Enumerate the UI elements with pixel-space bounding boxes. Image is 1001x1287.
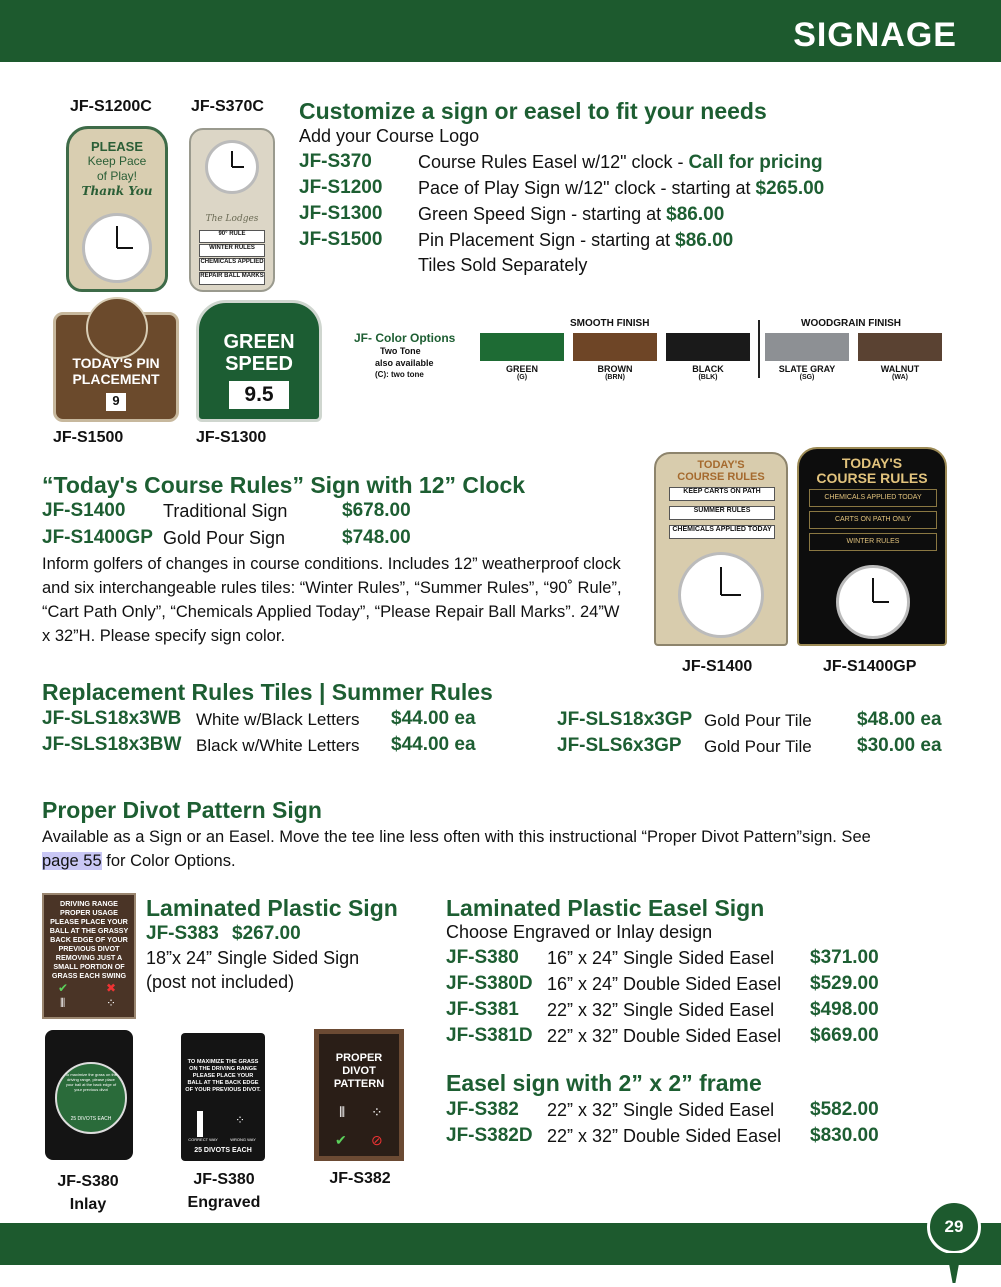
item-price: $44.00 ea: [391, 708, 476, 729]
item-price: $529.00: [810, 973, 879, 994]
swatch-label: BROWN (BRN): [597, 364, 633, 381]
frame-easel-text: PROPER: [335, 1052, 383, 1064]
rule-tile: REPAIR BALL MARKS: [199, 272, 265, 285]
item-price: $748.00: [342, 527, 411, 548]
scattered-divots-icon: ⁘: [106, 996, 117, 1010]
clock-icon: [836, 565, 910, 639]
range-sign-text: DRIVING RANGE PROPER USAGE PLEASE PLACE YOUR BALL AT THE GRASSY BACK EDGE OF YOUR PREVIOUS DIVOT REMOVING JUST A SMALL PORTION OF GRASS EACH SWING: [49, 899, 129, 980]
frame-easel-text: PATTERN: [333, 1078, 385, 1090]
sign-title: TODAY'S: [697, 459, 745, 471]
wrong-pattern-icon: ⁘: [235, 1113, 246, 1127]
check-icon: ✔: [335, 1132, 347, 1148]
swatch-label: BLACK (BLK): [692, 364, 724, 381]
item-code: JF-S382D: [446, 1125, 533, 1146]
rule-tile: CARTS ON PATH ONLY: [809, 511, 937, 529]
customize-item-row: [418, 152, 823, 174]
item-price: $371.00: [810, 947, 879, 968]
item-price: $30.00 ea: [857, 735, 942, 756]
item-name: White w/Black Letters: [196, 710, 360, 729]
sign-title: COURSE RULES: [816, 470, 928, 486]
swatch-label: WALNUT (WA): [880, 364, 920, 381]
img-label-s1500: JF-S1500: [53, 429, 124, 446]
swatch-green: [480, 333, 564, 361]
golf-ball-icon: [927, 1200, 981, 1254]
item-price: $267.00: [232, 923, 301, 944]
frame-easel-image: [314, 1029, 404, 1161]
green-speed-number: 9.5: [229, 381, 289, 409]
sign-todays-pin: TODAY'S PIN: [72, 355, 160, 371]
sign-speed: SPEED: [225, 353, 293, 375]
item-price: $678.00: [342, 500, 411, 521]
item-price: $498.00: [810, 999, 879, 1020]
item-code: JF-S381D: [446, 1025, 533, 1046]
item-code: JF-S380D: [446, 973, 533, 994]
frame-easel-heading: Easel sign with 2” x 2” frame: [446, 1070, 762, 1096]
img-label-s380-inlay: JF-S380 Inlay: [57, 1173, 119, 1213]
smooth-finish-label: SMOOTH FINISH: [570, 318, 650, 329]
item-name: Gold Pour Tile: [704, 711, 812, 730]
tiles-note: Tiles Sold Separately: [418, 255, 588, 275]
item-desc: Green Speed Sign - starting at: [418, 204, 667, 224]
item-name: Traditional Sign: [163, 501, 288, 521]
inlay-green-circle: [55, 1062, 127, 1134]
sign-please: PLEASE: [90, 139, 143, 154]
pin-placement-sign-image: [53, 312, 179, 422]
golf-tee-icon: [947, 1253, 961, 1283]
inlay-bottom-text: 25 DIVOTS EACH: [70, 1116, 112, 1122]
cross-icon: ✖: [106, 981, 117, 995]
clock-icon: [678, 552, 764, 638]
item-code: JF-S1200: [299, 177, 383, 198]
img-label-s1200c: JF-S1200C: [70, 98, 152, 115]
swatch-label: GREEN (G): [505, 364, 538, 381]
section-title: SIGNAGE: [793, 16, 957, 54]
item-price: Call for pricing: [688, 152, 823, 173]
course-rules-easel-image: [189, 128, 275, 292]
img-label-s382: JF-S382: [329, 1170, 391, 1187]
divot-desc-rest: for Color Options.: [101, 852, 236, 870]
item-desc: 16” x 24” Double Sided Easel: [547, 974, 782, 994]
item-desc: Pace of Play Sign w/12" clock - starting at: [418, 178, 756, 198]
rule-tile: KEEP CARTS ON PATH: [669, 487, 775, 501]
wrong-way-text: WRONG WAY: [230, 1137, 256, 1142]
sign-title: TODAY'S: [841, 455, 903, 471]
page-number: 29: [944, 1217, 964, 1236]
clock-icon: [82, 213, 152, 283]
img-label-s1300: JF-S1300: [196, 429, 267, 446]
item-code: JF-SLS18x3GP: [557, 709, 693, 730]
color-options-sub: (C): two tone: [375, 370, 424, 379]
item-code: JF-S381: [446, 999, 519, 1020]
rule-tile: CHEMICALS APPLIED TODAY: [669, 525, 775, 539]
item-desc: 16” x 24” Single Sided Easel: [547, 948, 775, 968]
item-price: $48.00 ea: [857, 709, 942, 730]
finish-divider: [758, 320, 760, 378]
sign-green: GREEN: [223, 331, 295, 353]
divot-desc-line: Available as a Sign or an Easel. Move the tee line less often with this instructional “Proper Divot Pattern”sign. See: [42, 828, 871, 846]
rule-tile: CHEMICALS APPLIED: [199, 258, 265, 271]
swatch-slate-gray: [765, 333, 849, 361]
customize-item-row: [418, 204, 724, 226]
swatch-walnut: [858, 333, 942, 361]
customize-subheading: Add your Course Logo: [299, 126, 480, 146]
engraved-easel-image: [181, 1033, 265, 1161]
item-desc: 22” x 32” Double Sided Easel: [547, 1026, 782, 1046]
color-options-sub: also available: [375, 358, 434, 368]
item-code: JF-S382: [446, 1099, 519, 1120]
laminated-size: 18”x 24” Single Sided Sign: [146, 948, 360, 968]
customize-heading: Customize a sign or easel to fit your needs: [299, 98, 767, 124]
item-name: Gold Pour Sign: [163, 528, 286, 548]
item-desc: Course Rules Easel w/12" clock -: [418, 152, 689, 172]
engraved-top-text: TO MAXIMIZE THE GRASS ON THE DRIVING RANGE PLEASE PLACE YOUR BALL AT THE BACK EDGE OF YOUR PREVIOUS DIVOT.: [185, 1059, 261, 1093]
item-desc: 22” x 32” Double Sided Easel: [547, 1126, 782, 1146]
clock-icon: [205, 140, 259, 194]
engraved-bottom-text: 25 DIVOTS EACH: [194, 1147, 252, 1154]
laminated-sign-heading: Laminated Plastic Sign: [146, 895, 398, 921]
frame-easel-text: DIVOT: [342, 1065, 376, 1077]
item-price: $265.00: [755, 178, 825, 199]
item-code: JF-SLS6x3GP: [557, 735, 682, 756]
inlay-easel-image: [45, 1030, 133, 1160]
correct-way-text: CORRECT WAY: [188, 1137, 218, 1142]
item-code: JF-S383: [146, 923, 219, 944]
item-code: JF-SLS18x3BW: [42, 734, 182, 755]
pin-number: 9: [106, 393, 126, 411]
item-desc: Pin Placement Sign - starting at: [418, 230, 676, 250]
laminated-note: (post not included): [146, 972, 295, 992]
rule-tile: SUMMER RULES: [669, 506, 775, 520]
item-code: JF-S1300: [299, 203, 383, 224]
item-price: $86.00: [666, 204, 725, 225]
item-name: Gold Pour Tile: [704, 737, 812, 756]
img-label-s370c: JF-S370C: [191, 98, 264, 115]
sign-thank-you: Thank You: [81, 184, 153, 198]
sign-brand: The Lodges: [205, 214, 259, 224]
sign-title: COURSE RULES: [677, 471, 765, 483]
green-speed-sign-image: [196, 300, 322, 422]
sign-keep-pace: Keep Pace: [87, 154, 147, 168]
swatch-black: [666, 333, 750, 361]
img-label-s1400gp: JF-S1400GP: [823, 658, 917, 675]
sign-placement: PLACEMENT: [72, 371, 160, 387]
prohibited-icon: ⊘: [371, 1132, 383, 1148]
color-options-title: JF- Color Options: [354, 331, 456, 345]
sign-of-play: of Play!: [96, 169, 138, 183]
divot-pattern-icon: ⦀: [339, 1104, 346, 1120]
divot-heading: Proper Divot Pattern Sign: [42, 797, 322, 823]
inlay-text: To maximize the grass on the driving range, please place your ball at the back edge of your previous divot: [64, 1072, 118, 1092]
item-desc: 22” x 32” Single Sided Easel: [547, 1100, 775, 1120]
woodgrain-finish-label: WOODGRAIN FINISH: [801, 318, 901, 329]
course-rules-heading: “Today's Course Rules” Sign with 12” Clock: [42, 472, 526, 498]
easel-subheading: Choose Engraved or Inlay design: [446, 922, 713, 942]
item-price: $44.00 ea: [391, 734, 476, 755]
traditional-sign-image: [654, 452, 788, 646]
club-badge-icon: [86, 297, 148, 359]
swatch-label: SLATE GRAY (SG): [778, 364, 836, 381]
item-name: Black w/White Letters: [196, 736, 360, 755]
item-price: $830.00: [810, 1125, 879, 1146]
swatch-brown: [573, 333, 657, 361]
color-options-link[interactable]: page 55: [42, 852, 102, 870]
scattered-divots-icon: ⁘: [371, 1104, 383, 1120]
footer-bar: [0, 1223, 1001, 1265]
item-code: JF-SLS18x3WB: [42, 708, 182, 729]
customize-item-row: [418, 230, 733, 252]
item-code: JF-S1500: [299, 229, 383, 250]
item-code: JF-S1400GP: [42, 527, 153, 548]
item-price: $582.00: [810, 1099, 879, 1120]
divot-description: [42, 825, 972, 873]
item-code: JF-S380: [446, 947, 519, 968]
rule-tile: 90° RULE: [199, 230, 265, 243]
item-price: $669.00: [810, 1025, 879, 1046]
divot-pattern-icon: ⦀: [60, 996, 66, 1010]
check-icon: ✔: [58, 981, 69, 995]
customize-item-row: [418, 178, 824, 200]
correct-pattern-icon: [197, 1111, 203, 1137]
item-desc: 22” x 32” Single Sided Easel: [547, 1000, 775, 1020]
gold-pour-sign-image: [797, 447, 947, 646]
item-price: $86.00: [675, 230, 734, 251]
course-rules-description: Inform golfers of changes in course conditions. Includes 12” weatherproof clock and six interchangeable rules tiles: “Winter Rules”, “Summer Rules”, “90˚ Rule”, “Cart Path Only”, “Chemicals Applied Today”, “Please Repair Ball Marks”. 24”W x 32”H. Please specify sign color.: [42, 555, 622, 645]
rule-tile: CHEMICALS APPLIED TODAY: [809, 489, 937, 507]
item-code: JF-S1400: [42, 500, 126, 521]
img-label-s380-engraved: JF-S380 Engraved: [187, 1171, 261, 1211]
easel-sign-heading: Laminated Plastic Easel Sign: [446, 895, 765, 921]
item-code: JF-S370: [299, 151, 372, 172]
img-label-s1400: JF-S1400: [682, 658, 753, 675]
rule-tile: WINTER RULES: [809, 533, 937, 551]
replacement-heading: Replacement Rules Tiles | Summer Rules: [42, 679, 493, 705]
color-options-sub: Two Tone: [380, 346, 421, 356]
rule-tile: WINTER RULES: [199, 244, 265, 257]
driving-range-sign-image: [42, 893, 136, 1019]
pace-of-play-sign-image: [66, 126, 168, 292]
